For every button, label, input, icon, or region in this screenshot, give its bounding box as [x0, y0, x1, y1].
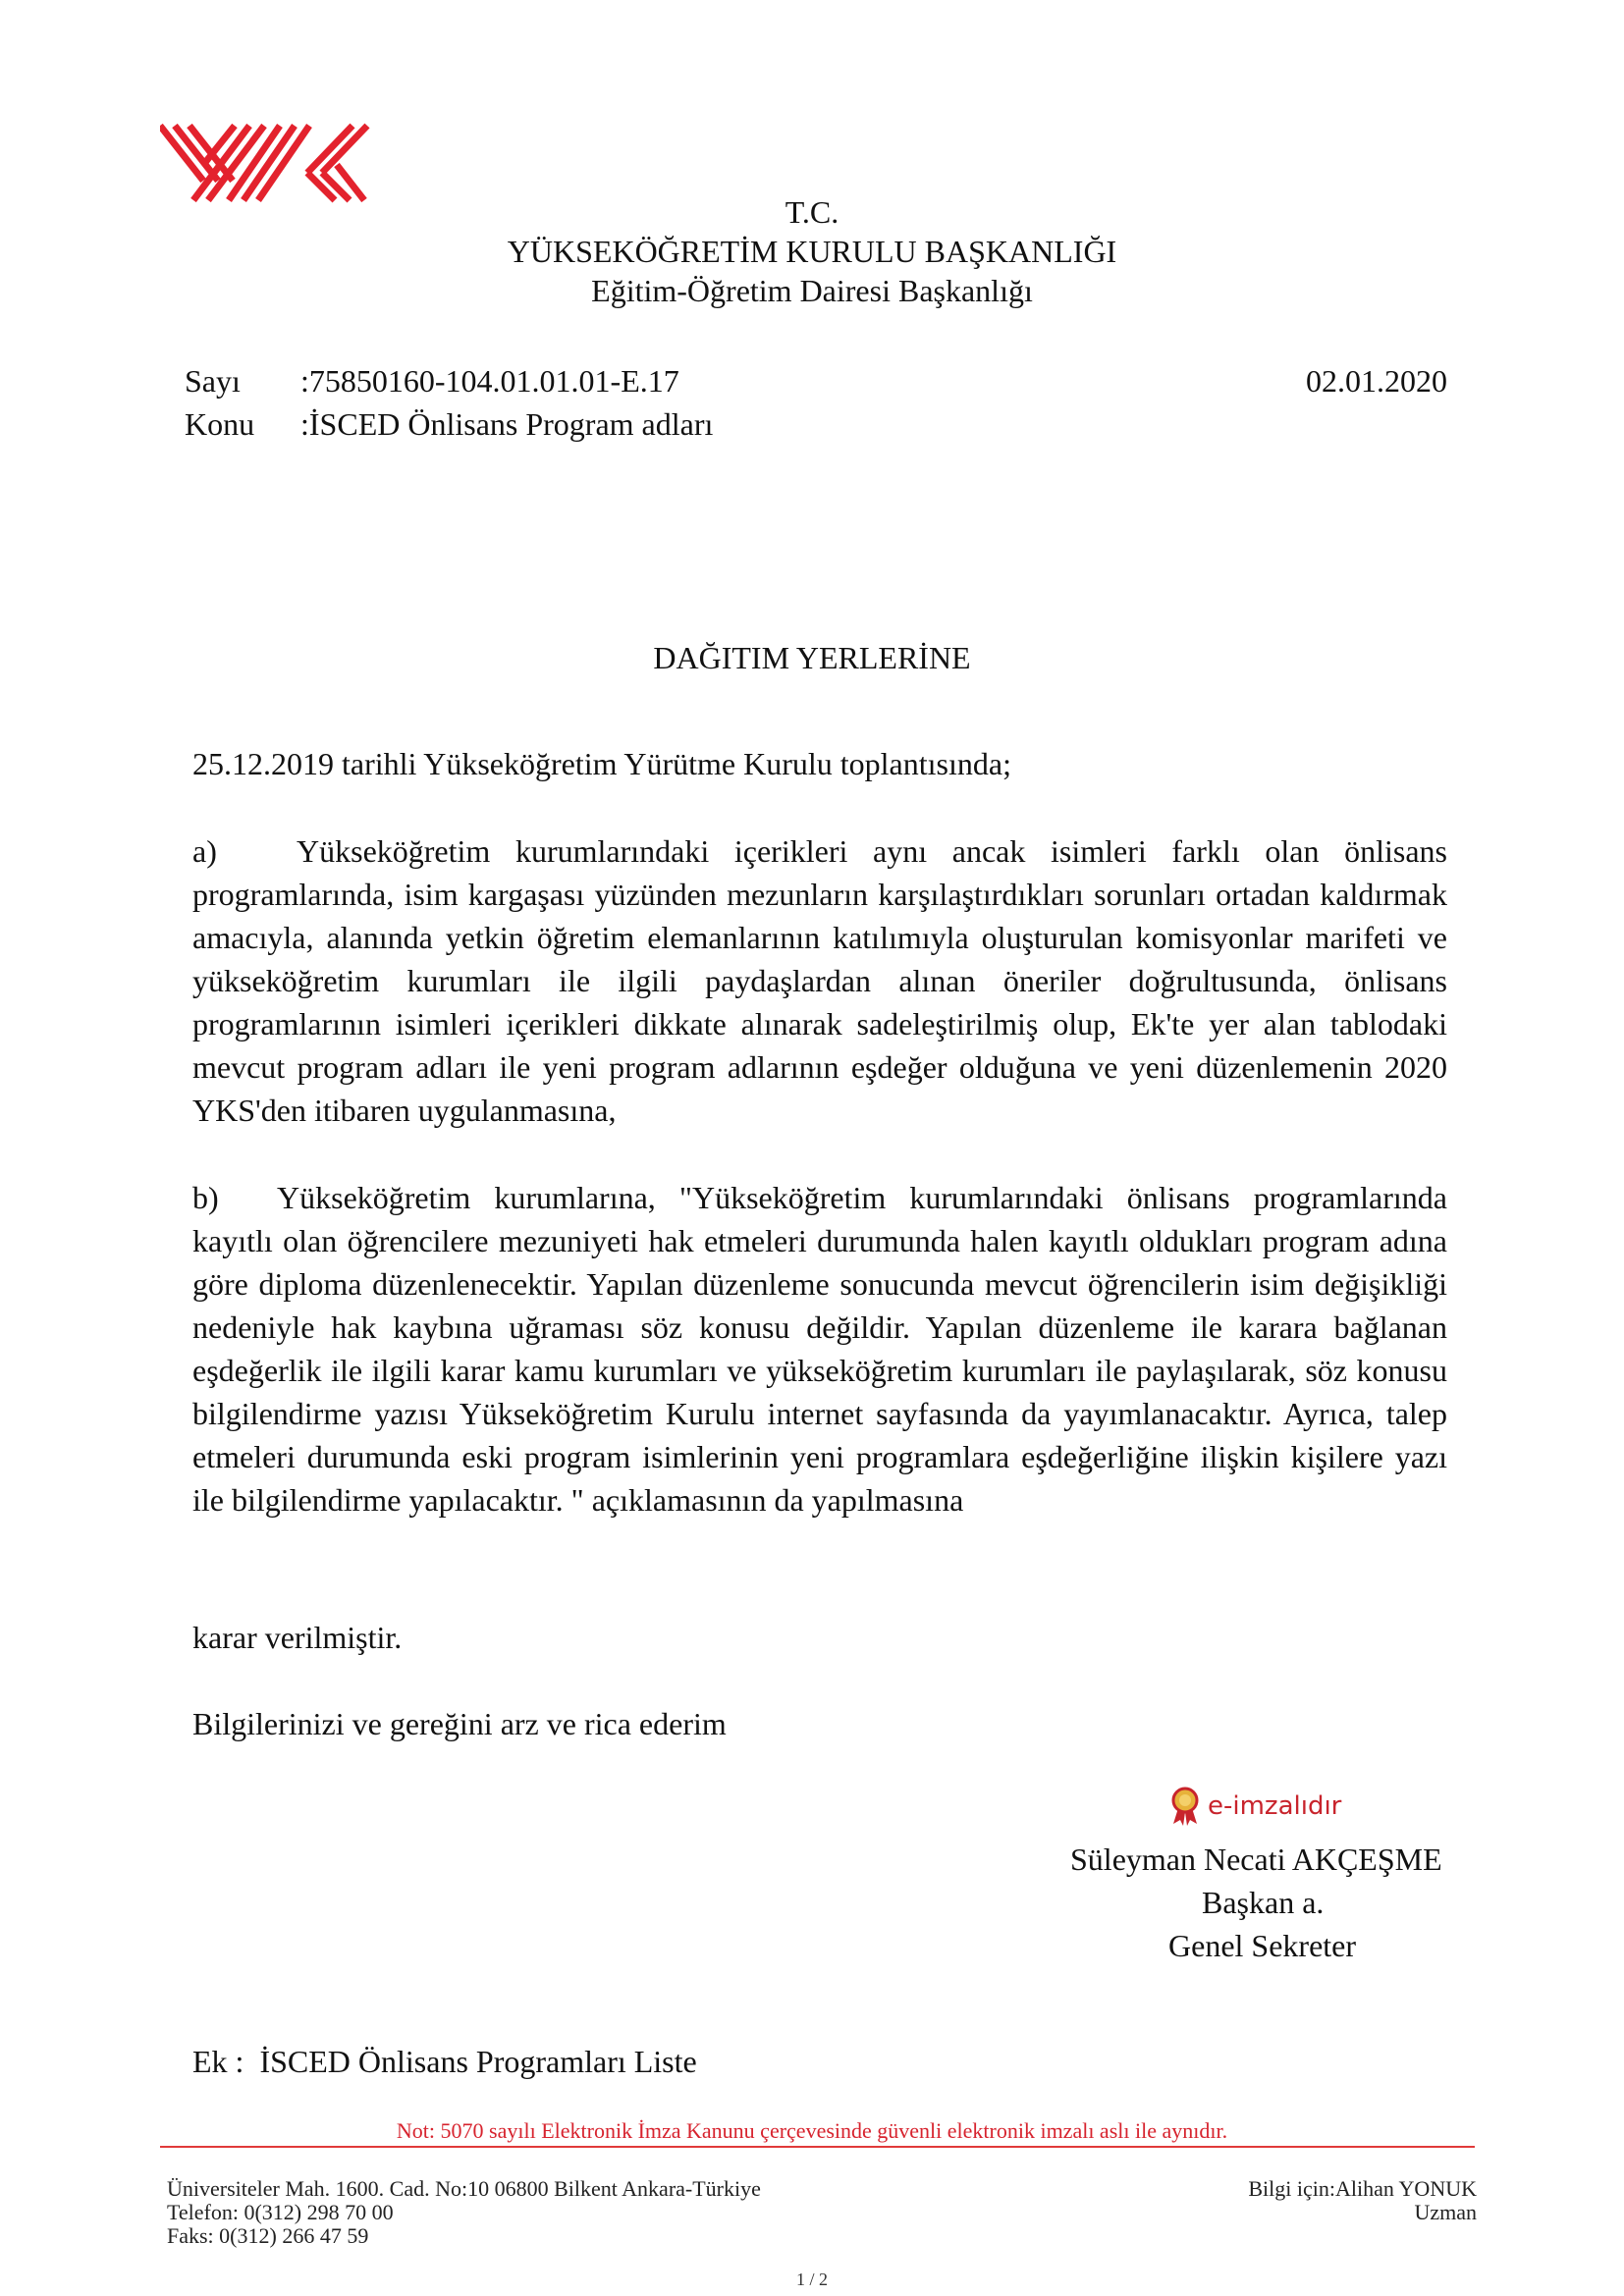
- header-tc: T.C.: [785, 194, 839, 230]
- e-signature-label: e-imzalıdır: [1208, 1791, 1342, 1821]
- intro-paragraph: 25.12.2019 tarihli Yükseköğretim Yürütme Kurulu toplantısında;: [192, 746, 1011, 781]
- paragraph-a: [192, 829, 1447, 1132]
- konu-label: Konu: [185, 406, 255, 442]
- footer-contact-title: Uzman: [1414, 2200, 1477, 2224]
- sayi-value: :75850160-104.01.01.01-E.17: [300, 363, 679, 399]
- footer-contact-block: [167, 2177, 761, 2248]
- paragraph-b-text: Yükseköğretim kurumlarına, "Yükseköğretim kurumlarındaki önlisans programlarında kayıtlı olan öğrencilere mezuniyeti hak etmeleri durumunda halen kayıtlı oldukları program adına göre diploma düzenlenecektir. Yapılan düzenleme sonucunda mevcut öğrencilerin isim değişikliği nedeniyle hak kaybına uğraması söz konusu değildir. Yapılan düzenleme ile karara bağlanan eşdeğerlik ile ilgili karar kamu kurumları ve yükseköğretim kurumları ile paylaşılarak, söz konusu bilgilendirme yazısı Yükseköğretim Kurulu internet sayfasında da yayımlanacaktır. Ayrıca, talep etmeleri durumunda eski program isimlerinin yeni programlara eşdeğerliğine ilişkin kişilere yazı ile bilgilendirme yapılacaktır. " açıklamasının da yapılmasına: [192, 1180, 1447, 1518]
- signer-name: Süleyman Necati AKÇEŞME: [1070, 1842, 1442, 1877]
- e-signature-badge: [1170, 1787, 1341, 1826]
- signer-title-2: Genel Sekreter: [1168, 1928, 1357, 1963]
- attachment-label: Ek :: [192, 2044, 244, 2079]
- sayi-row: [185, 359, 679, 402]
- paragraph-a-label: a): [192, 833, 217, 869]
- sayi-label: Sayı: [185, 363, 241, 399]
- header-department: Eğitim-Öğretim Dairesi Başkanlığı: [591, 273, 1033, 308]
- attachment-text: İSCED Önlisans Programları Liste: [259, 2044, 697, 2079]
- header-institution: YÜKSEKÖĞRETİM KURULU BAŞKANLIĞI: [507, 234, 1117, 269]
- decision-line: karar verilmiştir.: [192, 1620, 403, 1655]
- paragraph-b-label: b): [192, 1180, 219, 1215]
- page-number: 1 / 2: [795, 2269, 828, 2289]
- signer-title-1: Başkan a.: [1202, 1885, 1325, 1920]
- legal-note: Not: 5070 sayılı Elektronik İmza Kanunu çerçevesinde güvenli elektronik imzalı aslı ile aynıdır.: [396, 2118, 1228, 2143]
- paragraph-b: [192, 1176, 1447, 1522]
- closing-line: Bilgilerinizi ve gereğini arz ve rica ederim: [192, 1706, 727, 1741]
- footer-address: Üniversiteler Mah. 1600. Cad. No:10 06800 Bilkent Ankara-Türkiye: [167, 2176, 761, 2201]
- document-date: 02.01.2020: [1306, 363, 1447, 399]
- footer-divider: [160, 2146, 1475, 2148]
- footer-info-block: [1248, 2177, 1477, 2224]
- konu-value: :İSCED Önlisans Program adları: [300, 406, 714, 442]
- ribbon-seal-icon: [1170, 1787, 1200, 1826]
- attachment-line: [192, 2040, 697, 2083]
- konu-row: [185, 402, 713, 446]
- footer-contact-person: Bilgi için:Alihan YONUK: [1248, 2176, 1477, 2201]
- addressee: DAĞITIM YERLERİNE: [653, 640, 971, 675]
- paragraph-a-text: Yükseköğretim kurumlarındaki içerikleri aynı ancak isimleri farklı olan önlisans programlarında, isim kargaşası yüzünden mezunların karşılaştırdıkları sorunları ortadan kaldırmak amacıyla, alanında yetkin öğretim elemanlarının katılımıyla oluşturulan komisyonlar marifeti ve yükseköğretim kurumları ile ilgili paydaşlardan alınan öneriler doğrultusunda, önlisans programlarının isimleri içerikleri dikkate alınarak sadeleştirilmiş olup, Ek'te yer alan tablodaki mevcut program adları ile yeni program adlarının eşdeğer olduğuna ve yeni düzenlemenin 2020 YKS'den itibaren uygulanmasına,: [192, 833, 1447, 1128]
- footer-phone: Telefon: 0(312) 298 70 00: [167, 2200, 394, 2224]
- footer-fax: Faks: 0(312) 266 47 59: [167, 2223, 369, 2248]
